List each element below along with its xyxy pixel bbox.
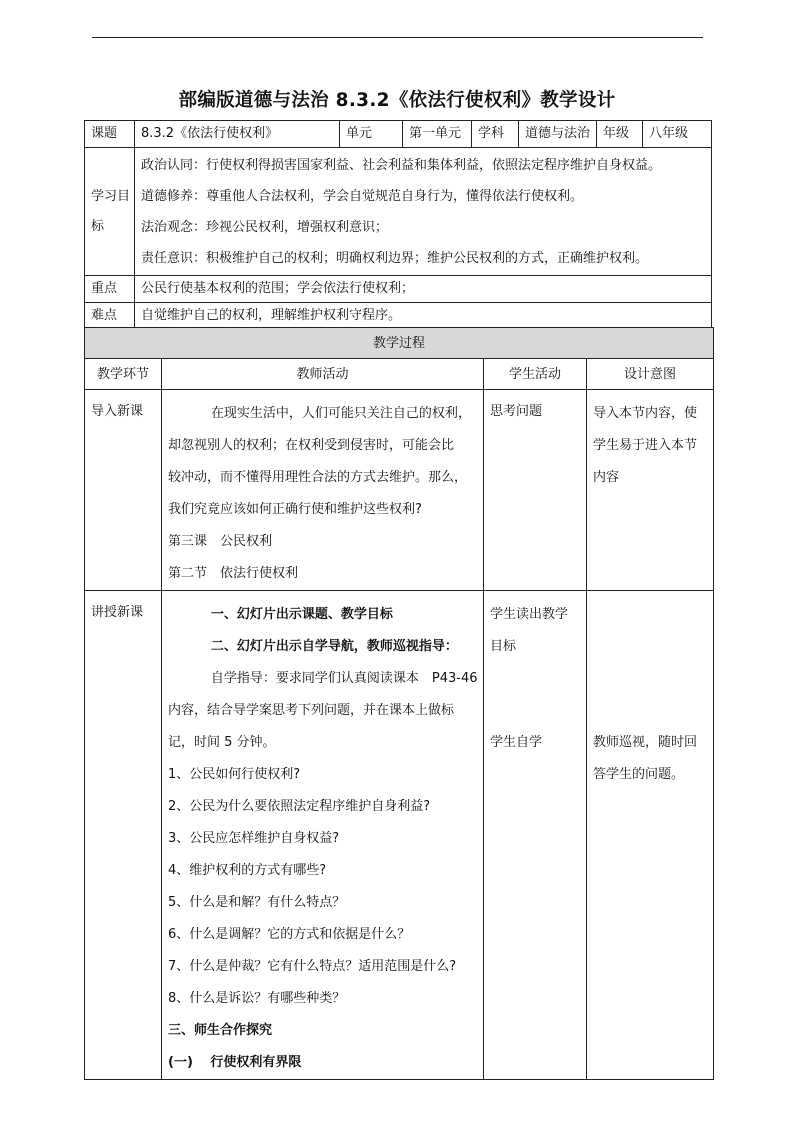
objective-moral: 道德修养：尊重他人合法权利，学会自觉规范自身行为，懂得依法行使权利。 <box>141 189 584 204</box>
header-rule <box>92 37 703 38</box>
intro-teacher <box>162 390 484 591</box>
lesson-q1: 1、公民如何行使权利? <box>168 767 301 782</box>
intro-line-3: 较冲动，而不懂得用理性合法的方式去维护。那么， <box>168 470 468 485</box>
intro-intent-1: 导入本节内容，使 <box>593 406 698 421</box>
key-label: 重点 <box>85 276 135 303</box>
intro-intent <box>587 390 714 591</box>
col-stage: 教学环节 <box>85 359 162 390</box>
process-table <box>84 327 714 1080</box>
lesson-student-3: 学生自学 <box>490 735 543 750</box>
lesson-line-3: 自学指导：要求同学们认真阅读课本 P43-46 <box>210 671 478 686</box>
lesson-q8: 8、什么是诉讼？有哪些种类？ <box>168 991 346 1006</box>
unit-value: 第一单元 <box>403 121 472 148</box>
lesson-intent-1: 教师巡视，随时回 <box>593 735 698 750</box>
objective-responsibility: 责任意识：积极维护自己的权利；明确权利边界；维护公民权利的方式，正确维护权利。 <box>141 251 649 266</box>
lesson-q2: 2、公民为什么要依照法定程序维护自身利益? <box>168 799 431 814</box>
course-label: 课题 <box>85 121 135 148</box>
subject-label: 学科 <box>472 121 519 148</box>
lesson-intent-gap <box>593 599 709 727</box>
unit-label: 单元 <box>340 121 403 148</box>
lesson-q5: 5、什么是和解？有什么特点？ <box>168 895 346 910</box>
intro-line-1: 在现实生活中，人们可能只关注自己的权利， <box>210 406 471 421</box>
lesson-student <box>484 591 587 1080</box>
lesson-line-2: 二、幻灯片出示自学导航，教师巡视指导： <box>210 639 458 654</box>
lesson-q4: 4、维护权利的方式有哪些? <box>168 863 327 878</box>
intro-intent-2: 学生易于进入本节 <box>593 438 698 453</box>
difficulty-value: 自觉维护自己的权利，理解维护权利守程序。 <box>135 303 712 330</box>
lesson-stage: 讲授新课 <box>85 591 162 1080</box>
lesson-line-5: 记，时间 5 分钟。 <box>168 735 276 750</box>
lesson-subsection-1: (一) 行使权利有界限 <box>168 1055 302 1070</box>
difficulty-label: 难点 <box>85 303 135 330</box>
lesson-student-1: 学生读出教学 <box>490 607 569 622</box>
key-value: 公民行使基本权利的范围；学会依法行使权利； <box>135 276 712 303</box>
intro-line-2: 却忽视别人的权利；在权利受到侵害时，可能会比 <box>168 438 455 453</box>
lesson-teacher <box>162 591 484 1080</box>
objective-law: 法治观念：珍视公民权利，增强权利意识； <box>141 220 389 235</box>
col-intent: 设计意图 <box>587 359 714 390</box>
lesson-section-3: 三、师生合作探究 <box>168 1023 273 1038</box>
intro-intent-3: 内容 <box>593 470 620 485</box>
col-teacher: 教师活动 <box>162 359 484 390</box>
lesson-q6: 6、什么是调解？它的方式和依据是什么？ <box>168 927 411 942</box>
intro-line-6: 第二节 依法行使权利 <box>168 566 299 581</box>
lesson-student-2: 目标 <box>490 639 517 654</box>
lesson-line-4: 内容，结合导学案思考下列问题，并在课本上做标 <box>168 703 455 718</box>
lesson-line-1: 一、幻灯片出示课题、教学目标 <box>210 607 393 622</box>
lesson-intent-2: 答学生的问题。 <box>593 767 685 782</box>
lesson-q3: 3、公民应怎样维护自身权益? <box>168 831 340 846</box>
lesson-intent <box>587 591 714 1080</box>
info-table <box>84 120 712 330</box>
intro-stage: 导入新课 <box>85 390 162 591</box>
grade-value: 八年级 <box>643 121 712 148</box>
subject-value: 道德与法治 <box>519 121 597 148</box>
course-value: 8.3.2《依法行使权利》 <box>135 121 340 148</box>
grade-label: 年级 <box>597 121 643 148</box>
objectives-cell <box>135 148 712 276</box>
lesson-student-gap <box>490 663 582 727</box>
page-title: 部编版道德与法治 8.3.2《依法行使权利》教学设计 <box>178 90 616 111</box>
objectives-label: 学习目标 <box>85 148 135 276</box>
objective-political: 政治认同：行使权利得损害国家利益、社会利益和集体利益，依照法定程序维护自身权益。 <box>141 158 662 173</box>
col-student: 学生活动 <box>484 359 587 390</box>
process-title: 教学过程 <box>85 328 714 359</box>
intro-line-5: 第三课 公民权利 <box>168 534 273 549</box>
lesson-q7: 7、什么是仲裁？它有什么特点？适用范围是什么? <box>168 959 457 974</box>
intro-student: 思考问题 <box>484 390 587 591</box>
intro-line-4: 我们究竟应该如何正确行使和维护这些权利? <box>168 502 422 517</box>
